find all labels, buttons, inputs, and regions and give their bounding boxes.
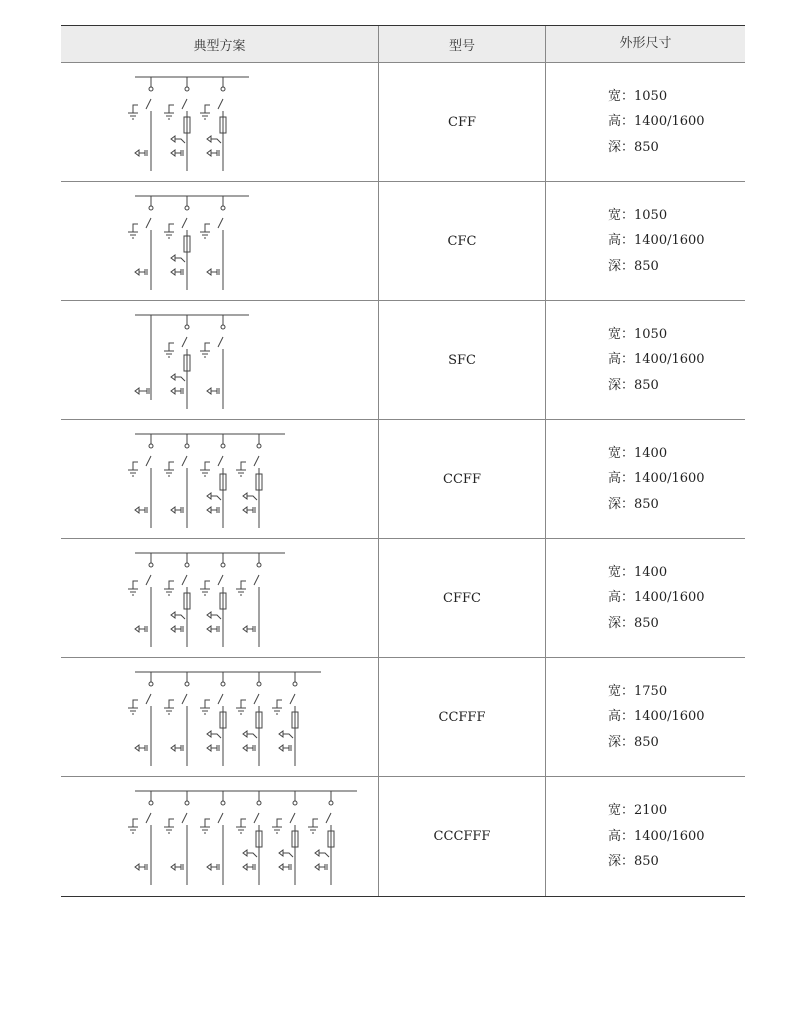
table-row [61, 420, 745, 539]
dimension-height: 高：1400/1600 [608, 352, 705, 368]
model-cell: CCFFF [379, 658, 546, 776]
dimension-width: 宽：1050 [608, 88, 668, 104]
unit-C [128, 196, 153, 290]
model-cell: CFF [379, 63, 546, 181]
unit-F [164, 553, 190, 647]
unit-F [272, 672, 298, 766]
unit-F [164, 196, 190, 290]
table-header [61, 26, 745, 63]
model-cell: SFC [379, 301, 546, 419]
model-cell: CFFC [379, 539, 546, 657]
single-line-diagram [61, 539, 378, 657]
unit-F [200, 672, 226, 766]
dimension-cell [546, 182, 745, 300]
dimension-height: 高：1400/1600 [608, 828, 705, 844]
unit-C [164, 434, 189, 528]
dimension-width: 宽：1400 [608, 564, 668, 580]
unit-F [236, 434, 262, 528]
single-line-diagram [61, 420, 378, 538]
dimension-cell [546, 301, 745, 419]
unit-F [164, 315, 190, 409]
table-row [61, 777, 745, 896]
dimension-height: 高：1400/1600 [608, 709, 705, 725]
scheme-diagram-cell [61, 539, 379, 657]
dimension-depth: 深：850 [608, 139, 659, 155]
scheme-table [61, 25, 745, 897]
table-row [61, 182, 745, 301]
dimension-height: 高：1400/1600 [608, 114, 705, 130]
model-cell: CFC [379, 182, 546, 300]
scheme-diagram-cell [61, 301, 379, 419]
table-row [61, 658, 745, 777]
unit-C [200, 196, 225, 290]
dimension-width: 宽：1400 [608, 445, 668, 461]
single-line-diagram [61, 301, 378, 419]
dimension-height: 高：1400/1600 [608, 471, 705, 487]
table-row [61, 539, 745, 658]
scheme-diagram-cell [61, 777, 379, 896]
unit-C [128, 77, 153, 171]
dimension-width: 宽：2100 [608, 803, 668, 819]
single-line-diagram [61, 63, 378, 181]
header-size: 外形尺寸 [619, 36, 672, 52]
dimension-cell [546, 658, 745, 776]
unit-F [200, 77, 226, 171]
dimension-width: 宽：1750 [608, 683, 668, 699]
unit-C [200, 315, 225, 409]
table-row [61, 63, 745, 182]
scheme-diagram-cell [61, 182, 379, 300]
single-line-diagram [61, 658, 378, 776]
scheme-diagram-cell [61, 658, 379, 776]
unit-C [128, 553, 153, 647]
unit-C [236, 553, 261, 647]
unit-F [308, 791, 334, 885]
unit-C [128, 434, 153, 528]
unit-F [164, 77, 190, 171]
dimension-width: 宽：1050 [608, 207, 668, 223]
scheme-diagram-cell [61, 420, 379, 538]
dimension-height: 高：1400/1600 [608, 590, 705, 606]
header-model: 型号 [379, 26, 546, 62]
dimension-cell [546, 777, 745, 896]
unit-C [200, 791, 225, 885]
dimension-depth: 深：850 [608, 734, 659, 750]
unit-C [128, 672, 153, 766]
unit-C [164, 672, 189, 766]
table-row [61, 301, 745, 420]
unit-F [236, 791, 262, 885]
model-cell: CCFF [379, 420, 546, 538]
dimension-depth: 深：850 [608, 377, 659, 393]
dimension-height: 高：1400/1600 [608, 233, 705, 249]
dimension-cell [546, 63, 745, 181]
dimension-depth: 深：850 [608, 258, 659, 274]
dimension-width: 宽：1050 [608, 326, 668, 342]
dimension-depth: 深：850 [608, 615, 659, 631]
dimension-cell [546, 420, 745, 538]
unit-F [200, 434, 226, 528]
unit-C [128, 791, 153, 885]
unit-C [164, 791, 189, 885]
dimension-depth: 深：850 [608, 496, 659, 512]
single-line-diagram [61, 182, 378, 300]
header-scheme: 典型方案 [61, 26, 379, 62]
unit-F [272, 791, 298, 885]
unit-F [200, 553, 226, 647]
scheme-diagram-cell [61, 63, 379, 181]
dimension-depth: 深：850 [608, 854, 659, 870]
unit-S [135, 315, 151, 400]
dimension-cell [546, 539, 745, 657]
model-cell: CCCFFF [379, 777, 546, 896]
unit-F [236, 672, 262, 766]
single-line-diagram [61, 777, 378, 895]
